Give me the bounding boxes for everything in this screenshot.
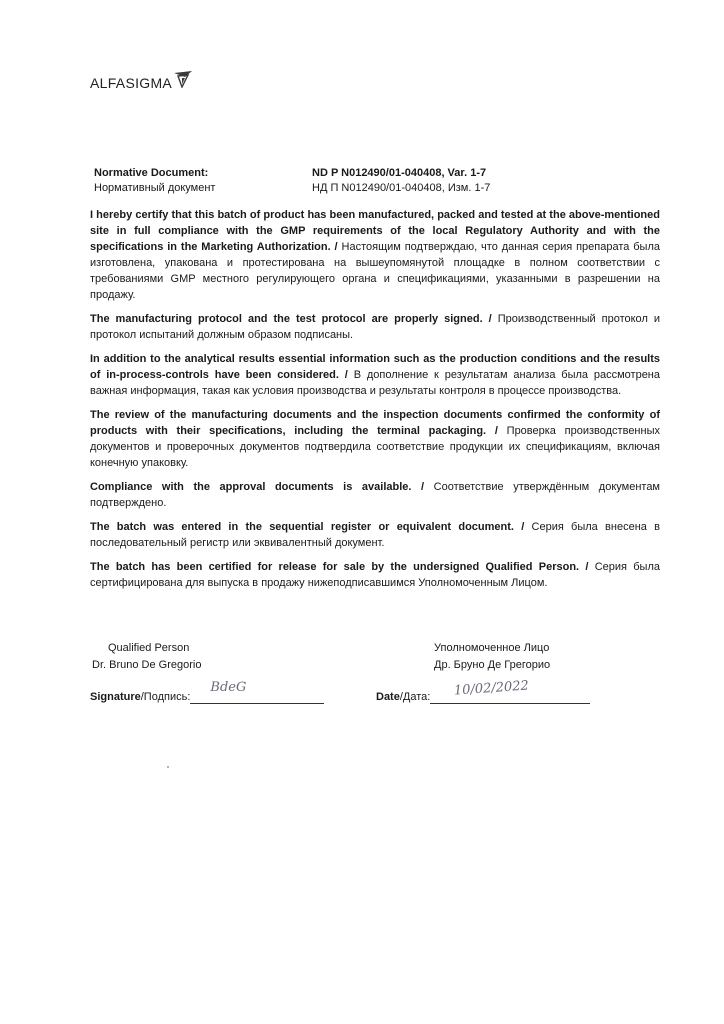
signature-label-en: Signature — [90, 691, 141, 703]
paragraph-3 — [90, 351, 660, 399]
normative-document — [94, 166, 654, 196]
paragraph-en: The review of the manufacturing documents and the inspection documents confirmed the conformity of products with their specifications, including the terminal packaging. / — [90, 409, 660, 437]
paragraph-2 — [90, 311, 660, 343]
paragraph-6 — [90, 519, 660, 551]
company-logo — [90, 70, 193, 90]
qp-name-en: Dr. Bruno De Gregorio — [92, 659, 202, 671]
paragraph-ru: Проверка производственных документов и проверочных документов подтвердила соответствие продукции их спецификациям, включая конечную упаковку. — [90, 425, 660, 469]
signature-label-ru: /Подпись: — [140, 691, 191, 703]
normative-value-en: ND P N012490/01-040408, Var. 1-7 — [312, 167, 487, 179]
alfasigma-mark-icon — [173, 70, 193, 88]
paragraph-7 — [90, 559, 660, 591]
normative-label-en: Normative Document: — [94, 167, 209, 179]
normative-row-ru — [94, 181, 654, 196]
paragraph-ru: Серия была сертифицирована для выпуска в продажу нижеподписавшимся Уполномоченным Лицом. — [90, 561, 660, 589]
paragraph-ru: Соответствие утверждённым документам подтверждено. — [90, 481, 660, 509]
paragraph-ru: Настоящим подтверждаю, что данная серия препарата была изготовлена, упакована и протестирована на вышеупомянутой площадке в полном соответствии с требованиями GMP местного регулирующего органа и спецификациями, указанными в разрешении на продажу. — [90, 241, 660, 301]
normative-label-ru: Нормативный документ — [94, 182, 216, 194]
handwritten-signature: BdeG — [210, 680, 247, 695]
qualified-person-en — [92, 640, 201, 674]
normative-row-en — [94, 166, 654, 181]
paragraph-1 — [90, 207, 660, 303]
certification-text — [90, 207, 660, 599]
date-line — [430, 678, 590, 704]
paragraph-en: In addition to the analytical results essential information such as the production conditions and the results of in-process-controls have been considered. / — [90, 353, 660, 381]
paragraph-en: I hereby certify that this batch of product has been manufactured, packed and tested at the above-mentioned site in full compliance with the GMP requirements of the local Regulatory Authority and with the specifications in the Marketing Authorization. / — [90, 209, 660, 253]
handwritten-date: 10/02/2022 — [453, 678, 530, 699]
paragraph-ru: В дополнение к результатам анализа была рассмотрена важная информация, такая как условия производства и результаты контроля в процессе производства. — [90, 369, 661, 397]
qp-name-ru: Др. Бруно Де Грегорио — [434, 659, 551, 671]
qp-title-ru: Уполномоченное Лицо — [434, 642, 550, 654]
paragraph-ru: Производственный протокол и протокол испытаний должным образом подписаны. — [90, 313, 661, 341]
signature-field — [90, 680, 324, 704]
paragraph-ru: Серия была внесена в последовательный регистр или эквивалентный документ. — [90, 521, 660, 549]
date-label-ru: /Дата: — [399, 691, 431, 703]
signature-line — [190, 680, 324, 704]
paragraph-4 — [90, 407, 660, 471]
logo-text: ALFASIGMA — [90, 75, 173, 91]
paragraph-en: The batch was entered in the sequential register or equivalent document. / — [90, 521, 525, 533]
qp-title-en: Qualified Person — [108, 642, 190, 654]
paragraph-5 — [90, 479, 660, 511]
date-label-en: Date — [376, 691, 400, 703]
normative-value-ru: НД П N012490/01-040408, Изм. 1-7 — [312, 182, 491, 194]
date-field — [376, 678, 590, 704]
paragraph-en: The manufacturing protocol and the test protocol are properly signed. / — [90, 313, 492, 325]
scan-speck — [167, 766, 169, 768]
paragraph-en: The batch has been certified for release for sale by the undersigned Qualified Person. / — [90, 561, 589, 573]
paragraph-en: Compliance with the approval documents is available. / — [90, 481, 425, 493]
qualified-person-ru — [434, 640, 550, 674]
